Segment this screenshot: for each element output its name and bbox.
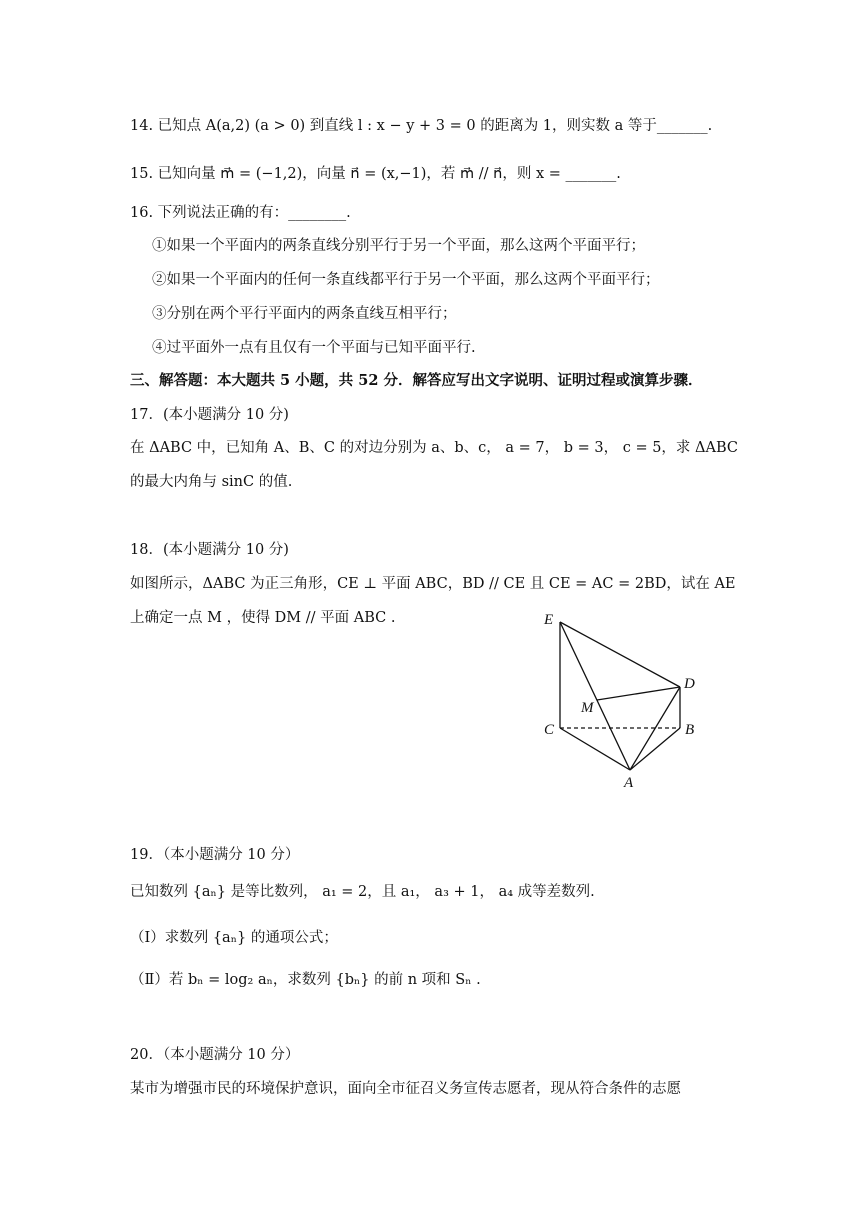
label-A: A [624,775,634,790]
question-14: 14. 已知点 A(a,2) (a > 0) 到直线 l : x − y + 3 = 0 的距离为 1，则实数 a 等于_______. [130,118,713,134]
question-18-label: 18．(本小题满分 10 分) [130,542,289,558]
question-16: 16. 下列说法正确的有：________. [130,205,351,221]
question-17-label: 17．(本小题满分 10 分) [130,407,289,423]
question-17-line-1: 在 ΔABC 中，已知角 A、B、C 的对边分别为 a、b、c， a = 7， b = 3， c = 5，求 ΔABC [130,440,738,456]
question-19-part-2: （Ⅱ）若 bₙ = log₂ aₙ，求数列 {bₙ} 的前 n 项和 Sₙ . [130,972,481,988]
section-3-heading: 三、解答题：本大题共 5 小题，共 52 分．解答应写出文字说明、证明过程或演算步骤． [130,372,703,389]
question-19-label: 19．（本小题满分 10 分） [130,847,300,863]
label-M: M [581,700,594,716]
question-16-item-2: ②如果一个平面内的任何一条直线都平行于另一个平面，那么这两个平面平行； [152,272,660,288]
question-20-line-1: 某市为增强市民的环境保护意识，面向全市征召义务宣传志愿者，现从符合条件的志愿 [130,1081,681,1097]
label-E: E [544,612,554,628]
geometry-figure [530,600,710,790]
question-19-part-1: （Ⅰ）求数列 {aₙ} 的通项公式； [130,930,338,946]
question-16-item-4: ④过平面外一点有且仅有一个平面与已知平面平行. [152,340,476,356]
question-20-label: 20．（本小题满分 10 分） [130,1047,300,1063]
edge-MD [597,687,680,700]
edge-ED [560,622,680,687]
question-18-line-2: 上确定一点 M ，使得 DM // 平面 ABC . [130,610,396,626]
label-C: C [544,722,555,738]
question-16-item-3: ③分别在两个平行平面内的两条直线互相平行； [152,306,457,322]
label-B: B [685,722,695,738]
label-D: D [684,676,695,692]
question-16-item-1: ①如果一个平面内的两条直线分别平行于另一个平面，那么这两个平面平行； [152,238,645,254]
question-15: 15. 已知向量 m⃗ = (−1,2)，向量 n⃗ = (x,−1)，若 m⃗ // n⃗，则 x = _______. [130,166,621,182]
question-17-line-2: 的最大内角与 sinC 的值. [130,474,293,490]
question-18-line-1: 如图所示，ΔABC 为正三角形，CE ⊥ 平面 ABC，BD // CE 且 CE = AC = 2BD，试在 AE [130,576,736,592]
edge-BA [630,728,680,770]
question-19-line-1: 已知数列 {aₙ} 是等比数列， a₁ = 2，且 a₁， a₃ + 1， a₄ 成等差数列. [130,884,595,900]
